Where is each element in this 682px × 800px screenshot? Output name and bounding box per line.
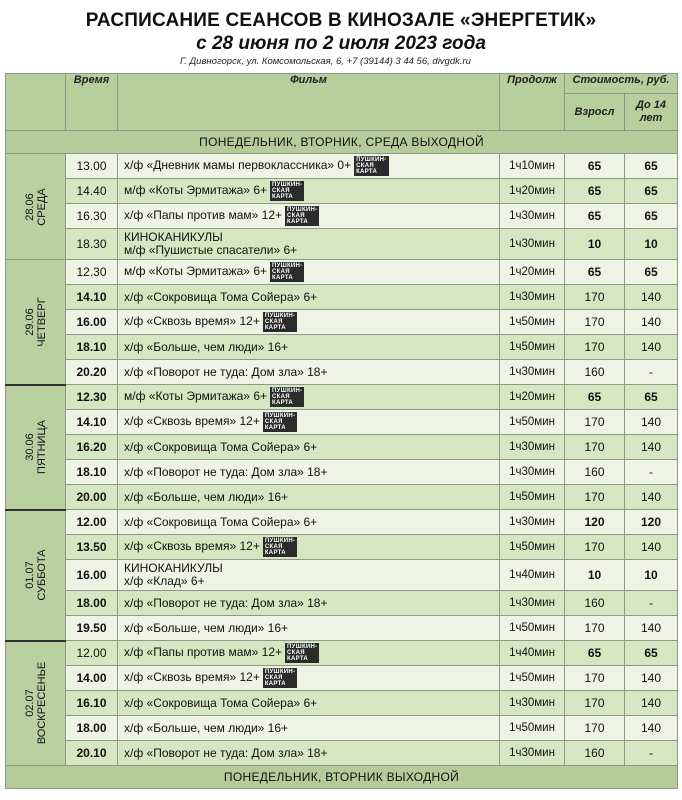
session-row [6, 204, 678, 229]
session-row [6, 510, 678, 535]
price-child: 140 [625, 691, 678, 716]
session-duration: 1ч30мин [500, 204, 565, 229]
price-child: 65 [625, 641, 678, 666]
session-row [6, 179, 678, 204]
session-duration: 1ч30мин [500, 229, 565, 260]
session-row [6, 485, 678, 510]
header-time: Время [66, 74, 118, 131]
film-title: х/ф «Сквозь время» 12+ [124, 414, 260, 429]
day-label [24, 297, 48, 346]
session-row [6, 591, 678, 616]
price-adult: 170 [565, 285, 625, 310]
session-row [6, 310, 678, 335]
price-child: 65 [625, 179, 678, 204]
venue-address: Г. Дивногорск, ул. Комсомольская, 6, +7 (39144) 3 44 56, divgdk.ru [180, 56, 471, 67]
session-row [6, 460, 678, 485]
film-title: х/ф «Поворот не туда: Дом зла» 18+ [124, 745, 328, 760]
session-duration: 1ч30мин [500, 285, 565, 310]
session-time: 16.20 [66, 435, 118, 460]
session-film [118, 741, 500, 766]
session-film [118, 716, 500, 741]
day-date: 29.06 [23, 307, 36, 336]
pushkin-card-badge [270, 387, 304, 407]
price-adult: 120 [565, 510, 625, 535]
film-title: х/ф «Поворот не туда: Дом зла» 18+ [124, 364, 328, 379]
session-time: 14.10 [66, 285, 118, 310]
film-title: х/ф «Поворот не туда: Дом зла» 18+ [124, 595, 328, 610]
session-duration: 1ч50мин [500, 716, 565, 741]
pushkin-card-badge-line: ПУШКИН- [264, 538, 296, 544]
session-row [6, 335, 678, 360]
pushkin-card-badge-line: КАРТА [264, 681, 286, 687]
day-cell [6, 641, 66, 766]
pushkin-card-badge-line: СКАЯ [287, 213, 305, 219]
day-date: 01.07 [23, 561, 36, 589]
price-adult: 170 [565, 666, 625, 691]
pushkin-card-badge [285, 643, 319, 663]
price-child: - [625, 741, 678, 766]
pushkin-card-badge-line: ПУШКИН- [264, 413, 296, 419]
session-row [6, 691, 678, 716]
session-film [118, 360, 500, 385]
pushkin-card-badge-line: КАРТА [264, 325, 286, 331]
session-time: 14.10 [66, 410, 118, 435]
day-cell [6, 260, 66, 385]
pushkin-card-badge-line: КАРТА [272, 400, 294, 406]
session-row [6, 360, 678, 385]
price-adult: 65 [565, 385, 625, 410]
session-film [118, 591, 500, 616]
film-title: м/ф «Пушистые спасатели» 6+ [124, 243, 298, 257]
session-time: 18.00 [66, 716, 118, 741]
day-label [24, 188, 48, 225]
day-cell [6, 154, 66, 260]
price-child: 140 [625, 616, 678, 641]
session-time: 16.10 [66, 691, 118, 716]
session-row [6, 385, 678, 410]
session-time: 14.40 [66, 179, 118, 204]
price-adult: 10 [565, 229, 625, 260]
session-film [118, 510, 500, 535]
film-title: х/ф «Сквозь время» 12+ [124, 539, 260, 554]
pushkin-card-badge [263, 412, 297, 432]
day-date: 02.07 [23, 689, 36, 718]
session-duration: 1ч30мин [500, 591, 565, 616]
price-child: 65 [625, 260, 678, 285]
price-adult: 170 [565, 435, 625, 460]
pushkin-card-badge-line: КАРТА [272, 275, 294, 281]
session-duration: 1ч50мин [500, 616, 565, 641]
session-row [6, 616, 678, 641]
price-adult: 160 [565, 460, 625, 485]
pushkin-card-badge [263, 668, 297, 688]
pushkin-card-badge [354, 156, 388, 176]
price-adult: 170 [565, 716, 625, 741]
day-date: 28.06 [23, 192, 36, 221]
price-adult: 65 [565, 641, 625, 666]
pushkin-card-badge [263, 537, 297, 557]
header-film: Фильм [118, 74, 500, 131]
pushkin-card-badge-line: ПУШКИН- [287, 207, 318, 213]
price-adult: 10 [565, 560, 625, 591]
session-row [6, 535, 678, 560]
day-date: 30.06 [23, 433, 36, 461]
pushkin-card-badge-line: ПУШКИН- [264, 669, 296, 675]
session-film [118, 229, 500, 260]
session-row [6, 741, 678, 766]
pushkin-card-badge [263, 312, 297, 332]
session-time: 14.00 [66, 666, 118, 691]
pushkin-card-badge [270, 262, 304, 282]
day-label [24, 549, 48, 600]
session-time: 13.50 [66, 535, 118, 560]
film-title: х/ф «Сокровища Тома Сойера» 6+ [124, 439, 318, 454]
price-adult: 65 [565, 179, 625, 204]
session-duration: 1ч50мин [500, 310, 565, 335]
session-row [6, 154, 678, 179]
price-adult: 170 [565, 535, 625, 560]
session-duration: 1ч30мин [500, 741, 565, 766]
session-time: 12.00 [66, 641, 118, 666]
header-child: До 14 лет [625, 94, 678, 131]
pushkin-card-badge [285, 206, 319, 226]
price-child: 140 [625, 485, 678, 510]
price-child: - [625, 360, 678, 385]
pushkin-card-badge [270, 181, 304, 201]
session-duration: 1ч20мин [500, 179, 565, 204]
price-child: 140 [625, 666, 678, 691]
pushkin-card-badge-line: ПУШКИН- [356, 157, 387, 163]
price-child: 65 [625, 154, 678, 179]
price-child: 140 [625, 335, 678, 360]
session-row [6, 641, 678, 666]
day-cell [6, 385, 66, 510]
session-duration: 1ч50мин [500, 410, 565, 435]
pushkin-card-badge-line: СКАЯ [287, 650, 305, 656]
session-time: 16.30 [66, 204, 118, 229]
session-film [118, 435, 500, 460]
price-adult: 65 [565, 154, 625, 179]
price-child: 140 [625, 410, 678, 435]
pushkin-card-badge-line: ПУШКИН- [287, 644, 318, 650]
session-film [118, 616, 500, 641]
film-title: х/ф «Клад» 6+ [124, 574, 205, 588]
session-duration: 1ч40мин [500, 641, 565, 666]
session-row [6, 560, 678, 591]
pushkin-card-badge-line: ПУШКИН- [272, 263, 303, 269]
price-child: 65 [625, 385, 678, 410]
session-film [118, 560, 500, 591]
session-duration: 1ч30мин [500, 460, 565, 485]
session-film [118, 485, 500, 510]
pushkin-card-badge-line: СКАЯ [264, 419, 283, 425]
film-title: х/ф «Папы против мам» 12+ [124, 208, 282, 223]
pushkin-card-badge-line: СКАЯ [272, 394, 290, 400]
session-duration: 1ч10мин [500, 154, 565, 179]
session-duration: 1ч30мин [500, 435, 565, 460]
page-title: РАСПИСАНИЕ СЕАНСОВ В КИНОЗАЛЕ «ЭНЕРГЕТИК» [85, 10, 597, 31]
day-weekday: СРЕДА [35, 187, 48, 226]
session-time: 13.00 [66, 154, 118, 179]
session-time: 16.00 [66, 560, 118, 591]
session-film [118, 204, 500, 229]
header-adult: Взросл [565, 94, 625, 131]
session-duration: 1ч30мин [500, 360, 565, 385]
film-title: м/ф «Коты Эрмитажа» 6+ [124, 264, 267, 279]
day-cell [6, 510, 66, 641]
session-film [118, 641, 500, 666]
film-title: х/ф «Дневник мамы первоклассника» 0+ [124, 158, 352, 173]
session-film [118, 460, 500, 485]
session-row [6, 716, 678, 741]
film-title: х/ф «Сокровища Тома Сойера» 6+ [124, 695, 318, 710]
price-child: 10 [625, 229, 678, 260]
price-adult: 170 [565, 335, 625, 360]
price-child: 140 [625, 716, 678, 741]
session-film [118, 691, 500, 716]
session-duration: 1ч40мин [500, 560, 565, 591]
date-range: с 28 июня по 2 июля 2023 года [196, 33, 486, 54]
pushkin-card-badge-line: ПУШКИН- [272, 182, 303, 188]
session-duration: 1ч50мин [500, 335, 565, 360]
session-time: 12.00 [66, 510, 118, 535]
price-adult: 170 [565, 410, 625, 435]
price-adult: 160 [565, 741, 625, 766]
price-child: 140 [625, 435, 678, 460]
price-adult: 65 [565, 204, 625, 229]
price-adult: 65 [565, 260, 625, 285]
price-child: - [625, 460, 678, 485]
header-cost: Стоимость, руб. [565, 74, 678, 94]
session-row [6, 435, 678, 460]
film-title: х/ф «Поворот не туда: Дом зла» 18+ [124, 464, 328, 479]
session-time: 18.10 [66, 460, 118, 485]
session-duration: 1ч30мин [500, 691, 565, 716]
header-duration: Продолж [500, 74, 565, 131]
price-adult: 170 [565, 616, 625, 641]
pushkin-card-badge-line: КАРТА [356, 169, 378, 175]
film-title: х/ф «Сокровища Тома Сойера» 6+ [124, 289, 318, 304]
price-child: 140 [625, 310, 678, 335]
session-row [6, 410, 678, 435]
session-duration: 1ч50мин [500, 535, 565, 560]
day-label [24, 420, 48, 474]
day-weekday: ЧЕТВЕРГ [35, 297, 48, 347]
session-duration: 1ч30мин [500, 510, 565, 535]
film-title: х/ф «Сквозь время» 12+ [124, 670, 260, 685]
session-duration: 1ч20мин [500, 385, 565, 410]
session-film [118, 410, 500, 435]
price-adult: 160 [565, 591, 625, 616]
price-adult: 170 [565, 310, 625, 335]
film-title: х/ф «Больше, чем люди» 16+ [124, 489, 289, 504]
pushkin-card-badge-line: СКАЯ [272, 188, 290, 194]
price-child: 140 [625, 285, 678, 310]
session-time: 18.00 [66, 591, 118, 616]
pushkin-card-badge-line: СКАЯ [264, 544, 283, 550]
pushkin-card-badge-line: КАРТА [287, 656, 309, 662]
session-time: 12.30 [66, 260, 118, 285]
price-adult: 170 [565, 485, 625, 510]
price-adult: 160 [565, 360, 625, 385]
banner-row [6, 766, 678, 789]
price-child: 140 [625, 535, 678, 560]
session-time: 20.00 [66, 485, 118, 510]
film-label: КИНОКАНИКУЛЫ [124, 561, 223, 575]
price-child: 65 [625, 204, 678, 229]
session-row [6, 285, 678, 310]
pushkin-card-badge-line: ПУШКИН- [264, 313, 296, 319]
closed-days-banner: ПОНЕДЕЛЬНИК, ВТОРНИК, СРЕДА ВЫХОДНОЙ [6, 131, 678, 154]
session-time: 12.30 [66, 385, 118, 410]
pushkin-card-badge-line: СКАЯ [272, 269, 290, 275]
session-film [118, 260, 500, 285]
session-duration: 1ч50мин [500, 666, 565, 691]
schedule-table [5, 73, 678, 789]
session-row [6, 666, 678, 691]
session-row [6, 260, 678, 285]
session-time: 18.30 [66, 229, 118, 260]
session-film [118, 335, 500, 360]
session-time: 18.10 [66, 335, 118, 360]
session-film [118, 285, 500, 310]
closed-days-banner-bottom: ПОНЕДЕЛЬНИК, ВТОРНИК ВЫХОДНОЙ [6, 766, 678, 789]
price-child: 10 [625, 560, 678, 591]
session-film [118, 179, 500, 204]
session-film [118, 385, 500, 410]
price-child: 120 [625, 510, 678, 535]
day-weekday: СУББОТА [35, 549, 48, 601]
pushkin-card-badge-line: КАРТА [264, 550, 286, 556]
session-time: 20.10 [66, 741, 118, 766]
pushkin-card-badge-line: КАРТА [272, 194, 294, 200]
film-title: х/ф «Сквозь время» 12+ [124, 314, 260, 329]
session-time: 16.00 [66, 310, 118, 335]
session-time: 19.50 [66, 616, 118, 641]
session-row [6, 229, 678, 260]
film-label: КИНОКАНИКУЛЫ [124, 230, 223, 244]
film-title: м/ф «Коты Эрмитажа» 6+ [124, 183, 267, 198]
session-film [118, 154, 500, 179]
pushkin-card-badge-line: ПУШКИН- [272, 388, 303, 394]
session-film [118, 535, 500, 560]
session-film [118, 666, 500, 691]
film-title: х/ф «Папы против мам» 12+ [124, 645, 282, 660]
film-title: х/ф «Больше, чем люди» 16+ [124, 720, 289, 735]
pushkin-card-badge-line: СКАЯ [264, 319, 283, 325]
header-corner [6, 74, 66, 131]
pushkin-card-badge-line: КАРТА [264, 425, 286, 431]
day-weekday: ПЯТНИЦА [35, 420, 48, 474]
session-duration: 1ч20мин [500, 260, 565, 285]
price-child: - [625, 591, 678, 616]
film-title: х/ф «Больше, чем люди» 16+ [124, 620, 289, 635]
session-film [118, 310, 500, 335]
pushkin-card-badge-line: КАРТА [287, 219, 309, 225]
day-label [24, 662, 48, 744]
film-title: х/ф «Больше, чем люди» 16+ [124, 339, 289, 354]
price-adult: 170 [565, 691, 625, 716]
film-title: х/ф «Сокровища Тома Сойера» 6+ [124, 514, 318, 529]
session-time: 20.20 [66, 360, 118, 385]
session-duration: 1ч50мин [500, 485, 565, 510]
film-title: м/ф «Коты Эрмитажа» 6+ [124, 389, 267, 404]
day-weekday: ВОСКРЕСЕНЬЕ [35, 662, 48, 745]
pushkin-card-badge-line: СКАЯ [356, 163, 374, 169]
pushkin-card-badge-line: СКАЯ [264, 675, 283, 681]
